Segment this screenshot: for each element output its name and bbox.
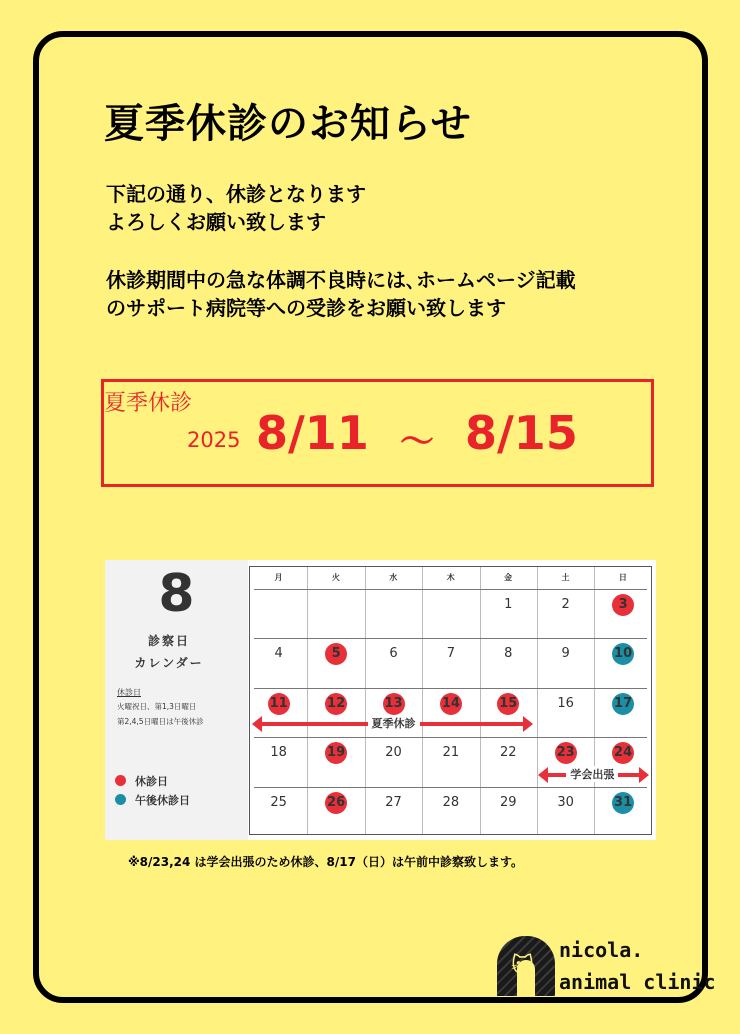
summer-closure-arrow-label: 夏季休診: [368, 715, 420, 731]
calendar-day: 1: [504, 597, 513, 612]
emergency-line-1: 休診期間中の急な体調不良時には､ホームページ記載: [106, 268, 576, 292]
calendar-day: 10: [612, 643, 634, 665]
column-divider: [537, 567, 538, 834]
arrow-right-icon: [639, 767, 649, 783]
calendar-day: 28: [442, 794, 460, 810]
row-divider: [254, 638, 647, 639]
calendar-day: 30: [557, 794, 574, 810]
row-divider: [254, 787, 647, 788]
calendar-day: 19: [325, 742, 347, 764]
calendar-day: 25: [270, 794, 287, 810]
calendar-day: 14: [440, 693, 462, 715]
legend-afternoon-closed-label: 午後休診日: [135, 794, 190, 807]
calendar-day: 20: [385, 745, 402, 761]
calendar-day: 21: [442, 745, 460, 761]
calendar-day: 8: [504, 646, 513, 662]
calendar-day: 29: [500, 794, 517, 810]
page-title: 夏季休診のお知らせ: [104, 101, 472, 147]
calendar-day: 6: [389, 646, 398, 662]
calendar-grid: [249, 566, 652, 835]
calendar-day: 26: [325, 792, 347, 814]
logo-text-line-2: animal clinic: [559, 970, 716, 994]
closed-days-note-heading: 休診日: [117, 688, 141, 697]
calendar-title-line-1: 診察日: [147, 634, 190, 648]
calendar-day: 23: [555, 742, 577, 764]
weekday-header: 火: [331, 573, 340, 582]
column-divider: [422, 567, 423, 834]
footnote: ※8/23,24 は学会出張のため休診、8/17（日）は午前中診察致します。: [128, 855, 524, 869]
calendar-day: 15: [497, 693, 519, 715]
calendar-day: 16: [557, 695, 574, 711]
conference-arrow-label: 学会出張: [566, 766, 618, 782]
calendar-month: 8: [158, 564, 195, 624]
closed-days-note-2: 第2,4,5日曜日は午後休診: [117, 717, 204, 726]
calendar-sidebar: [105, 560, 248, 840]
legend-afternoon-closed-dot: [115, 794, 126, 805]
intro-line-1: 下記の通り、休診となります: [106, 182, 366, 206]
calendar-day: 11: [268, 693, 290, 715]
calendar-day: 22: [500, 745, 517, 761]
arrow-left-icon: [538, 767, 548, 783]
calendar-day: 13: [383, 693, 405, 715]
legend-closed-dot: [115, 775, 126, 786]
emergency-line-2: のサポート病院等への受診をお願い致します: [106, 296, 506, 320]
intro-line-2: よろしくお願い致します: [106, 210, 326, 234]
logo-mark: [497, 936, 555, 996]
calendar: [105, 560, 656, 840]
calendar-day: 31: [612, 792, 634, 814]
closure-period-end: 8/15: [465, 406, 578, 460]
column-divider: [307, 567, 308, 834]
arrow-right-icon: [523, 716, 533, 732]
calendar-day: 18: [270, 745, 287, 761]
clinic-logo: [497, 936, 716, 996]
column-divider: [365, 567, 366, 834]
arrow-left-icon: [252, 716, 262, 732]
calendar-title-line-2: カレンダー: [134, 656, 204, 670]
calendar-day: 2: [561, 597, 570, 612]
calendar-day: 5: [325, 643, 347, 665]
closure-period-start: 8/11: [256, 406, 369, 460]
calendar-day: 24: [612, 742, 634, 764]
weekday-header: 水: [389, 573, 398, 582]
weekday-header: 月: [274, 573, 283, 582]
legend-closed-label: 休診日: [135, 775, 168, 788]
closed-days-note-1: 火曜祝日、第1,3日曜日: [117, 702, 197, 711]
row-divider: [254, 737, 647, 738]
calendar-day: 9: [561, 646, 570, 662]
weekday-header: 金: [504, 573, 513, 582]
calendar-day: 3: [612, 594, 634, 616]
calendar-day: 7: [446, 646, 456, 662]
logo-text-line-1: nicola.: [559, 938, 644, 962]
calendar-day: 4: [274, 646, 283, 662]
calendar-day: 17: [612, 693, 634, 715]
closure-period-label: 夏季休診: [104, 391, 193, 416]
closure-period-separator: ～: [400, 422, 434, 462]
cat-icon: 🐱: [511, 954, 534, 979]
weekday-header: 日: [618, 573, 627, 582]
column-divider: [480, 567, 481, 834]
row-divider: [254, 688, 647, 689]
weekday-header: 土: [561, 573, 570, 582]
row-divider: [254, 589, 647, 590]
weekday-header: 木: [446, 573, 455, 582]
calendar-day: 12: [325, 693, 347, 715]
calendar-day: 27: [385, 794, 402, 810]
column-divider: [594, 567, 595, 834]
closure-period-year: 2025: [187, 428, 241, 452]
